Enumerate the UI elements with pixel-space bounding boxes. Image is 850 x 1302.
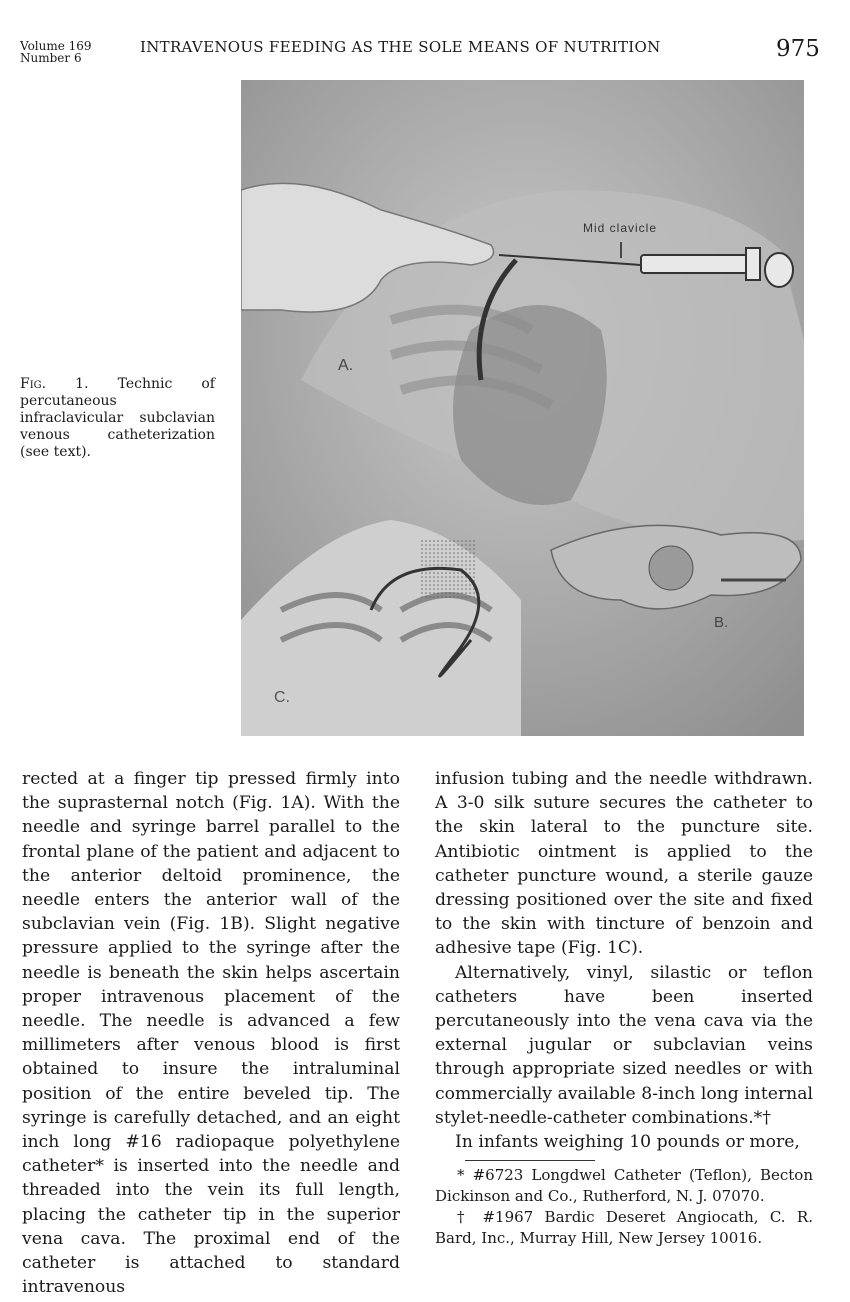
figure-label-a: A. [338,357,354,374]
right-column [435,767,813,1249]
figure-caption [20,376,215,461]
left-column [22,767,400,1299]
volume-number [20,40,92,64]
body-paragraph: Alternatively, vinyl, silastic or teflon catheters have been inserted percutaneously into the vena cava via the external jugular or subclavian veins through appropriate sized needles or with commercially available 8-inch long internal stylet-needle-catheter combinations.*† [435,962,813,1128]
number-line: Number 6 [20,51,82,65]
footnote: † #1967 Bardic Deseret Angiocath, C. R. Bard, Inc., Murray Hill, New Jersey 10016. [435,1208,813,1248]
figure-label-c: C. [274,689,290,706]
running-title: INTRAVENOUS FEEDING AS THE SOLE MEANS OF NUTRITION [140,38,661,56]
page-number: 975 [776,36,820,62]
volume-line: Volume 169 [20,39,92,53]
footnote: * #6723 Longdwel Catheter (Teflon), Becton Dickinson and Co., Rutherford, N. J. 07070. [435,1166,813,1206]
body-paragraph: In infants weighing 10 pounds or more, [455,1132,800,1153]
mid-clavicle-label: Mid clavicle [583,221,658,235]
figure-number: Fig. 1. [20,376,89,392]
body-paragraph: rected at a finger tip pressed firmly into the suprasternal notch (Fig. 1A). With the needle and syringe barrel parallel to the frontal plane of the patient and adjacent to the anterior deltoid prominence, the needle enters the anterior wall of the subclavian vein (Fig. 1B). Slight negative pressure applied to the syringe after the needle is beneath the skin helps ascertain proper intravenous placement of the needle. The needle is advanced a few millimeters after venous blood is first obtained to insure the intraluminal position of the entire beveled tip. The syringe is carefully detached, and an eight inch long #16 radiopaque polyethylene catheter* is inserted into the needle and threaded into the vein its full length, placing the catheter tip in the superior vena cava. The proximal end of the catheter is attached to standard intravenous [22,769,400,1298]
body-paragraph: infusion tubing and the needle withdrawn. A 3-0 silk suture secures the catheter to the skin lateral to the puncture site. Antibiotic ointment is applied to the catheter puncture wound, a sterile gauze dressing positioned over the site and fixed to the skin with tincture of benzoin and adhesive tape (Fig. 1C). [435,769,813,959]
figure-label-b: B. [714,614,729,631]
caption-text: Technic of percutaneous infraclavicular subclavian venous catheterization (see text). [20,376,215,460]
figure-drawing [241,80,804,736]
figure-illustration [241,80,804,736]
footnote-divider [465,1160,595,1161]
